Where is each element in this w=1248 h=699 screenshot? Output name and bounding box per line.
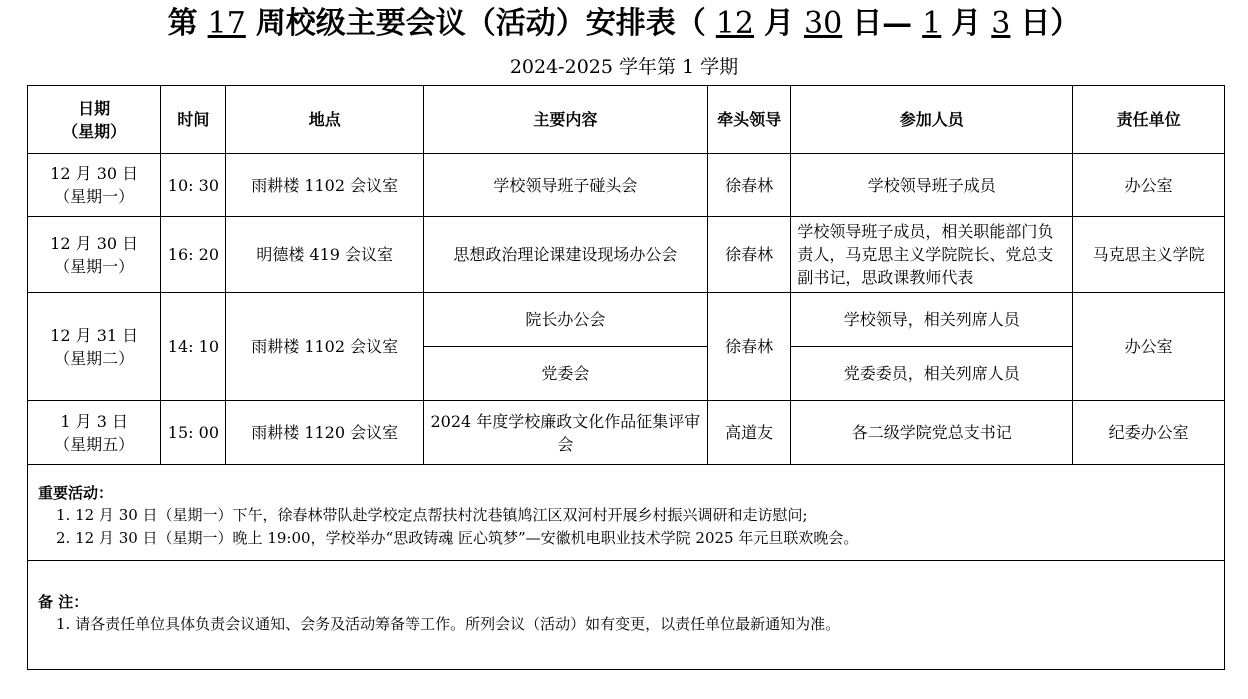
- date-cell: [28, 217, 161, 293]
- remarks-heading: 备 注：: [38, 593, 89, 611]
- date: 12 月 30 日: [50, 164, 139, 183]
- time-cell: 16: 20: [161, 217, 226, 293]
- header-row: [28, 86, 1225, 154]
- unit-cell: 办公室: [1073, 154, 1225, 217]
- table-row: [28, 217, 1225, 293]
- leader-cell: 徐春林: [707, 217, 790, 293]
- activities-section: [27, 464, 1225, 561]
- title-month-char: 月: [764, 6, 794, 41]
- table-row: [28, 401, 1225, 465]
- semester-subtitle: 2024-2025 学年第 1 学期: [509, 56, 739, 78]
- header-date: [28, 86, 161, 154]
- header-weekday-label: （星期）: [62, 121, 127, 141]
- header-time: 时间: [161, 86, 226, 154]
- table-row: [28, 293, 1225, 347]
- title-mid: 周校级主要会议（活动）安排表（: [255, 6, 706, 41]
- participants-cell: 党委委员，相关列席人员: [791, 347, 1073, 401]
- date-cell: [28, 293, 161, 401]
- header-participants: 参加人员: [791, 86, 1073, 154]
- activities-heading: 重要活动：: [38, 484, 114, 502]
- activity-item: 1. 12 月 30 日（星期一）下午，徐春林带队赴学校定点帮扶村沈巷镇鸠江区双河村开展乡村振兴调研和走访慰问;: [56, 506, 808, 524]
- weekday: （星期一）: [54, 256, 135, 276]
- date-cell: [28, 154, 161, 217]
- start-day: 30: [804, 6, 843, 41]
- place-cell: 明德楼 419 会议室: [226, 217, 423, 293]
- participants-cell: 各二级学院党总支书记: [791, 401, 1073, 465]
- schedule-table: [27, 85, 1225, 465]
- date: 12 月 30 日: [50, 233, 139, 253]
- leader-cell: 高道友: [707, 401, 790, 465]
- unit-cell: 办公室: [1073, 293, 1225, 401]
- place-cell: 雨耕楼 1102 会议室: [226, 293, 423, 401]
- place-cell: 雨耕楼 1120 会议室: [226, 401, 423, 465]
- date: 12 月 31 日: [50, 325, 139, 345]
- date: 1 月 3 日: [60, 411, 128, 431]
- header-content: 主要内容: [423, 86, 707, 154]
- unit-cell: 马克思主义学院: [1073, 217, 1225, 293]
- leader-cell: 徐春林: [707, 154, 790, 217]
- date-cell: [28, 401, 161, 465]
- title-month-char: 月: [951, 6, 982, 41]
- header-place: 地点: [226, 86, 423, 154]
- activity-item: 2. 12 月 30 日（星期一）晚上 19:00，学校举办“思政铸魂 匠心筑梦”—安徽机电职业技术学院 2025 年元旦联欢晚会。: [56, 529, 859, 547]
- header-unit: 责任单位: [1073, 86, 1225, 154]
- table-row: [28, 154, 1225, 217]
- content-cell: 院长办公会: [423, 293, 707, 347]
- content-cell: 思想政治理论课建设现场办公会: [423, 217, 707, 293]
- time-cell: 15: 00: [161, 401, 226, 465]
- remark-item: 1. 请各责任单位具体负责会议通知、会务及活动筹备等工作。所列会议（活动）如有变更，以责任单位最新通知为准。: [56, 615, 841, 633]
- weekday: （星期一）: [54, 187, 135, 206]
- content-cell: 党委会: [423, 347, 707, 401]
- content-cell: 学校领导班子碰头会: [423, 154, 707, 217]
- remarks-section: [27, 561, 1225, 670]
- page-title: [0, 4, 1248, 44]
- title-sep: 日—: [852, 6, 913, 41]
- title-suffix: 日）: [1020, 6, 1081, 41]
- start-month: 12: [715, 6, 754, 41]
- participants-cell: 学校领导班子成员: [791, 154, 1073, 217]
- title-prefix: 第: [167, 6, 198, 41]
- weekday: （星期二）: [54, 348, 135, 368]
- header-date-label: 日期: [78, 98, 111, 118]
- place-cell: 雨耕楼 1102 会议室: [226, 154, 423, 217]
- end-month: 1: [922, 6, 942, 41]
- unit-cell: 纪委办公室: [1073, 401, 1225, 465]
- weekday: （星期五）: [54, 434, 135, 454]
- time-cell: 14: 10: [161, 293, 226, 401]
- end-day: 3: [991, 6, 1011, 41]
- time-cell: 10: 30: [161, 154, 226, 217]
- header-leader: 牵头领导: [707, 86, 790, 154]
- week-number: 17: [207, 6, 246, 41]
- participants-cell: 学校领导班子成员，相关职能部门负责人，马克思主义学院院长、党总支副书记，思政课教师代表: [791, 217, 1073, 293]
- leader-cell: 徐春林: [707, 293, 790, 401]
- content-cell: 2024 年度学校廉政文化作品征集评审会: [423, 401, 707, 465]
- participants-cell: 学校领导，相关列席人员: [791, 293, 1073, 347]
